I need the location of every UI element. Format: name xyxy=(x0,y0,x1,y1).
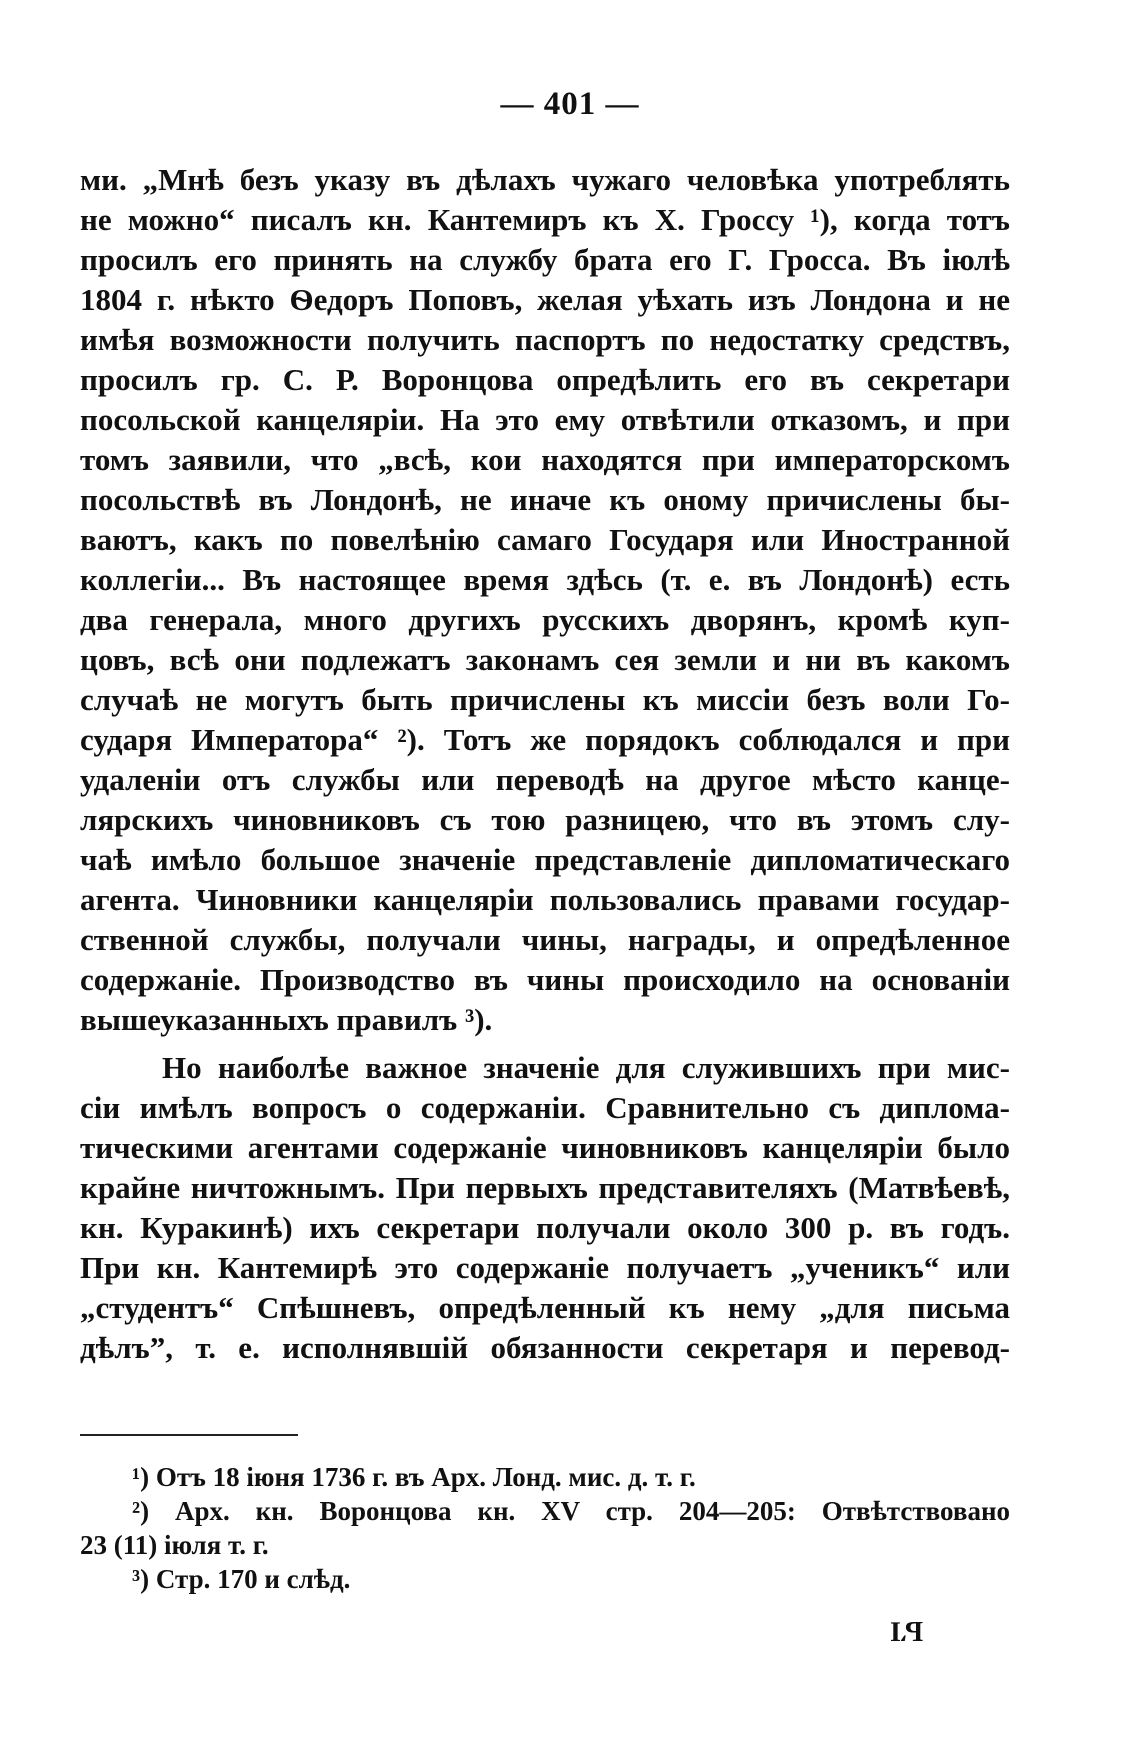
text-line: коллегіи... Въ настоящее время здѣсь (т. е. въ Лондонѣ) есть xyxy=(80,562,1010,597)
text-line: тическими агентами содержаніе чиновниковъ канцеляріи было xyxy=(80,1130,1010,1165)
text-line: просилъ гр. С. Р. Воронцова опредѣлить его въ секретари xyxy=(80,362,1010,397)
page-number: — 401 — xyxy=(500,86,640,122)
text-line: сударя Императора“ ²). Тотъ же порядокъ соблюдался и при xyxy=(80,722,1010,757)
text-line: Но наиболѣе важное значеніе для служившихъ при мис- xyxy=(162,1050,1010,1085)
text-line: лярскихъ чиновниковъ съ тою разницею, что въ этомъ слу- xyxy=(80,802,1010,837)
text-line: просилъ его принять на службу брата его Г. Гросса. Въ іюлѣ xyxy=(80,242,1010,277)
footnote-2-continuation: 23 (11) іюля т. г. xyxy=(80,1530,269,1560)
text-line: посольской канцеляріи. На это ему отвѣтили отказомъ, и при xyxy=(80,402,1010,437)
text-line: дѣлъ”, т. е. исполнявшій обязанности секретаря и перевод- xyxy=(80,1330,1010,1365)
text-line: агента. Чиновники канцеляріи пользовались правами государ- xyxy=(80,882,1010,917)
text-line: ственной службы, получали чины, награды, и опредѣленное xyxy=(80,922,1010,957)
text-line: имѣя возможности получить паспортъ по недостатку средствъ, xyxy=(80,322,1010,357)
text-line: не можно“ писалъ кн. Кантемиръ къ Х. Гроссу ¹), когда тотъ xyxy=(80,202,1010,237)
text-line: удаленіи отъ службы или переводѣ на другое мѣсто канце- xyxy=(80,762,1010,797)
text-line: крайне ничтожнымъ. При первыхъ представителяхъ (Матвѣевѣ, xyxy=(80,1170,1010,1205)
signature-mark: ЬΊ xyxy=(890,1615,924,1646)
footnote-3: ³) Стр. 170 и слѣд. xyxy=(132,1564,351,1594)
text-line: 1804 г. нѣкто Ѳедоръ Поповъ, желая уѣхать изъ Лондона и не xyxy=(80,282,1010,317)
body-text xyxy=(80,160,1010,1368)
text-line: сіи имѣлъ вопросъ о содержаніи. Сравнительно съ диплома- xyxy=(80,1090,1010,1125)
text-line: ваютъ, какъ по повелѣнію самаго Государя или Иностранной xyxy=(80,522,1010,557)
paragraph-gap xyxy=(80,1040,1010,1048)
text-line: два генерала, много другихъ русскихъ дворянъ, кромѣ куп- xyxy=(80,602,1010,637)
text-line: томъ заявили, что „всѣ, кои находятся при императорскомъ xyxy=(80,442,1010,477)
text-line: кн. Куракинѣ) ихъ секретари получали около 300 р. въ годъ. xyxy=(80,1210,1010,1245)
text-line: При кн. Кантемирѣ это содержаніе получаетъ „ученикъ“ или xyxy=(80,1250,1010,1285)
footnote-1: ¹) Отъ 18 іюня 1736 г. въ Арх. Лонд. мис. д. т. г. xyxy=(132,1462,696,1492)
text-line: чаѣ имѣло большое значеніе представленіе дипломатическаго xyxy=(80,842,1010,877)
footnote-2: ²) Арх. кн. Воронцова кн. XV стр. 204—205: Отвѣтствовано xyxy=(132,1496,1010,1526)
text-line: случаѣ не могутъ быть причислены къ миссіи безъ воли Го- xyxy=(80,682,1010,717)
footnotes xyxy=(80,1460,1010,1596)
text-line: вышеуказанныхъ правилъ ³). xyxy=(80,1002,493,1037)
text-line: „студентъ“ Спѣшневъ, опредѣленный къ нему „для письма xyxy=(80,1290,1010,1325)
text-line: посольствѣ въ Лондонѣ, не иначе къ оному причислены бы- xyxy=(80,482,1010,517)
text-line: ми. „Мнѣ безъ указу въ дѣлахъ чужаго человѣка употреблять xyxy=(80,162,1010,197)
text-line: цовъ, всѣ они подлежатъ законамъ сея земли и ни въ какомъ xyxy=(80,642,1010,677)
footnote-divider xyxy=(80,1434,298,1436)
text-line: содержаніе. Производство въ чины происходило на основаніи xyxy=(80,962,1010,997)
